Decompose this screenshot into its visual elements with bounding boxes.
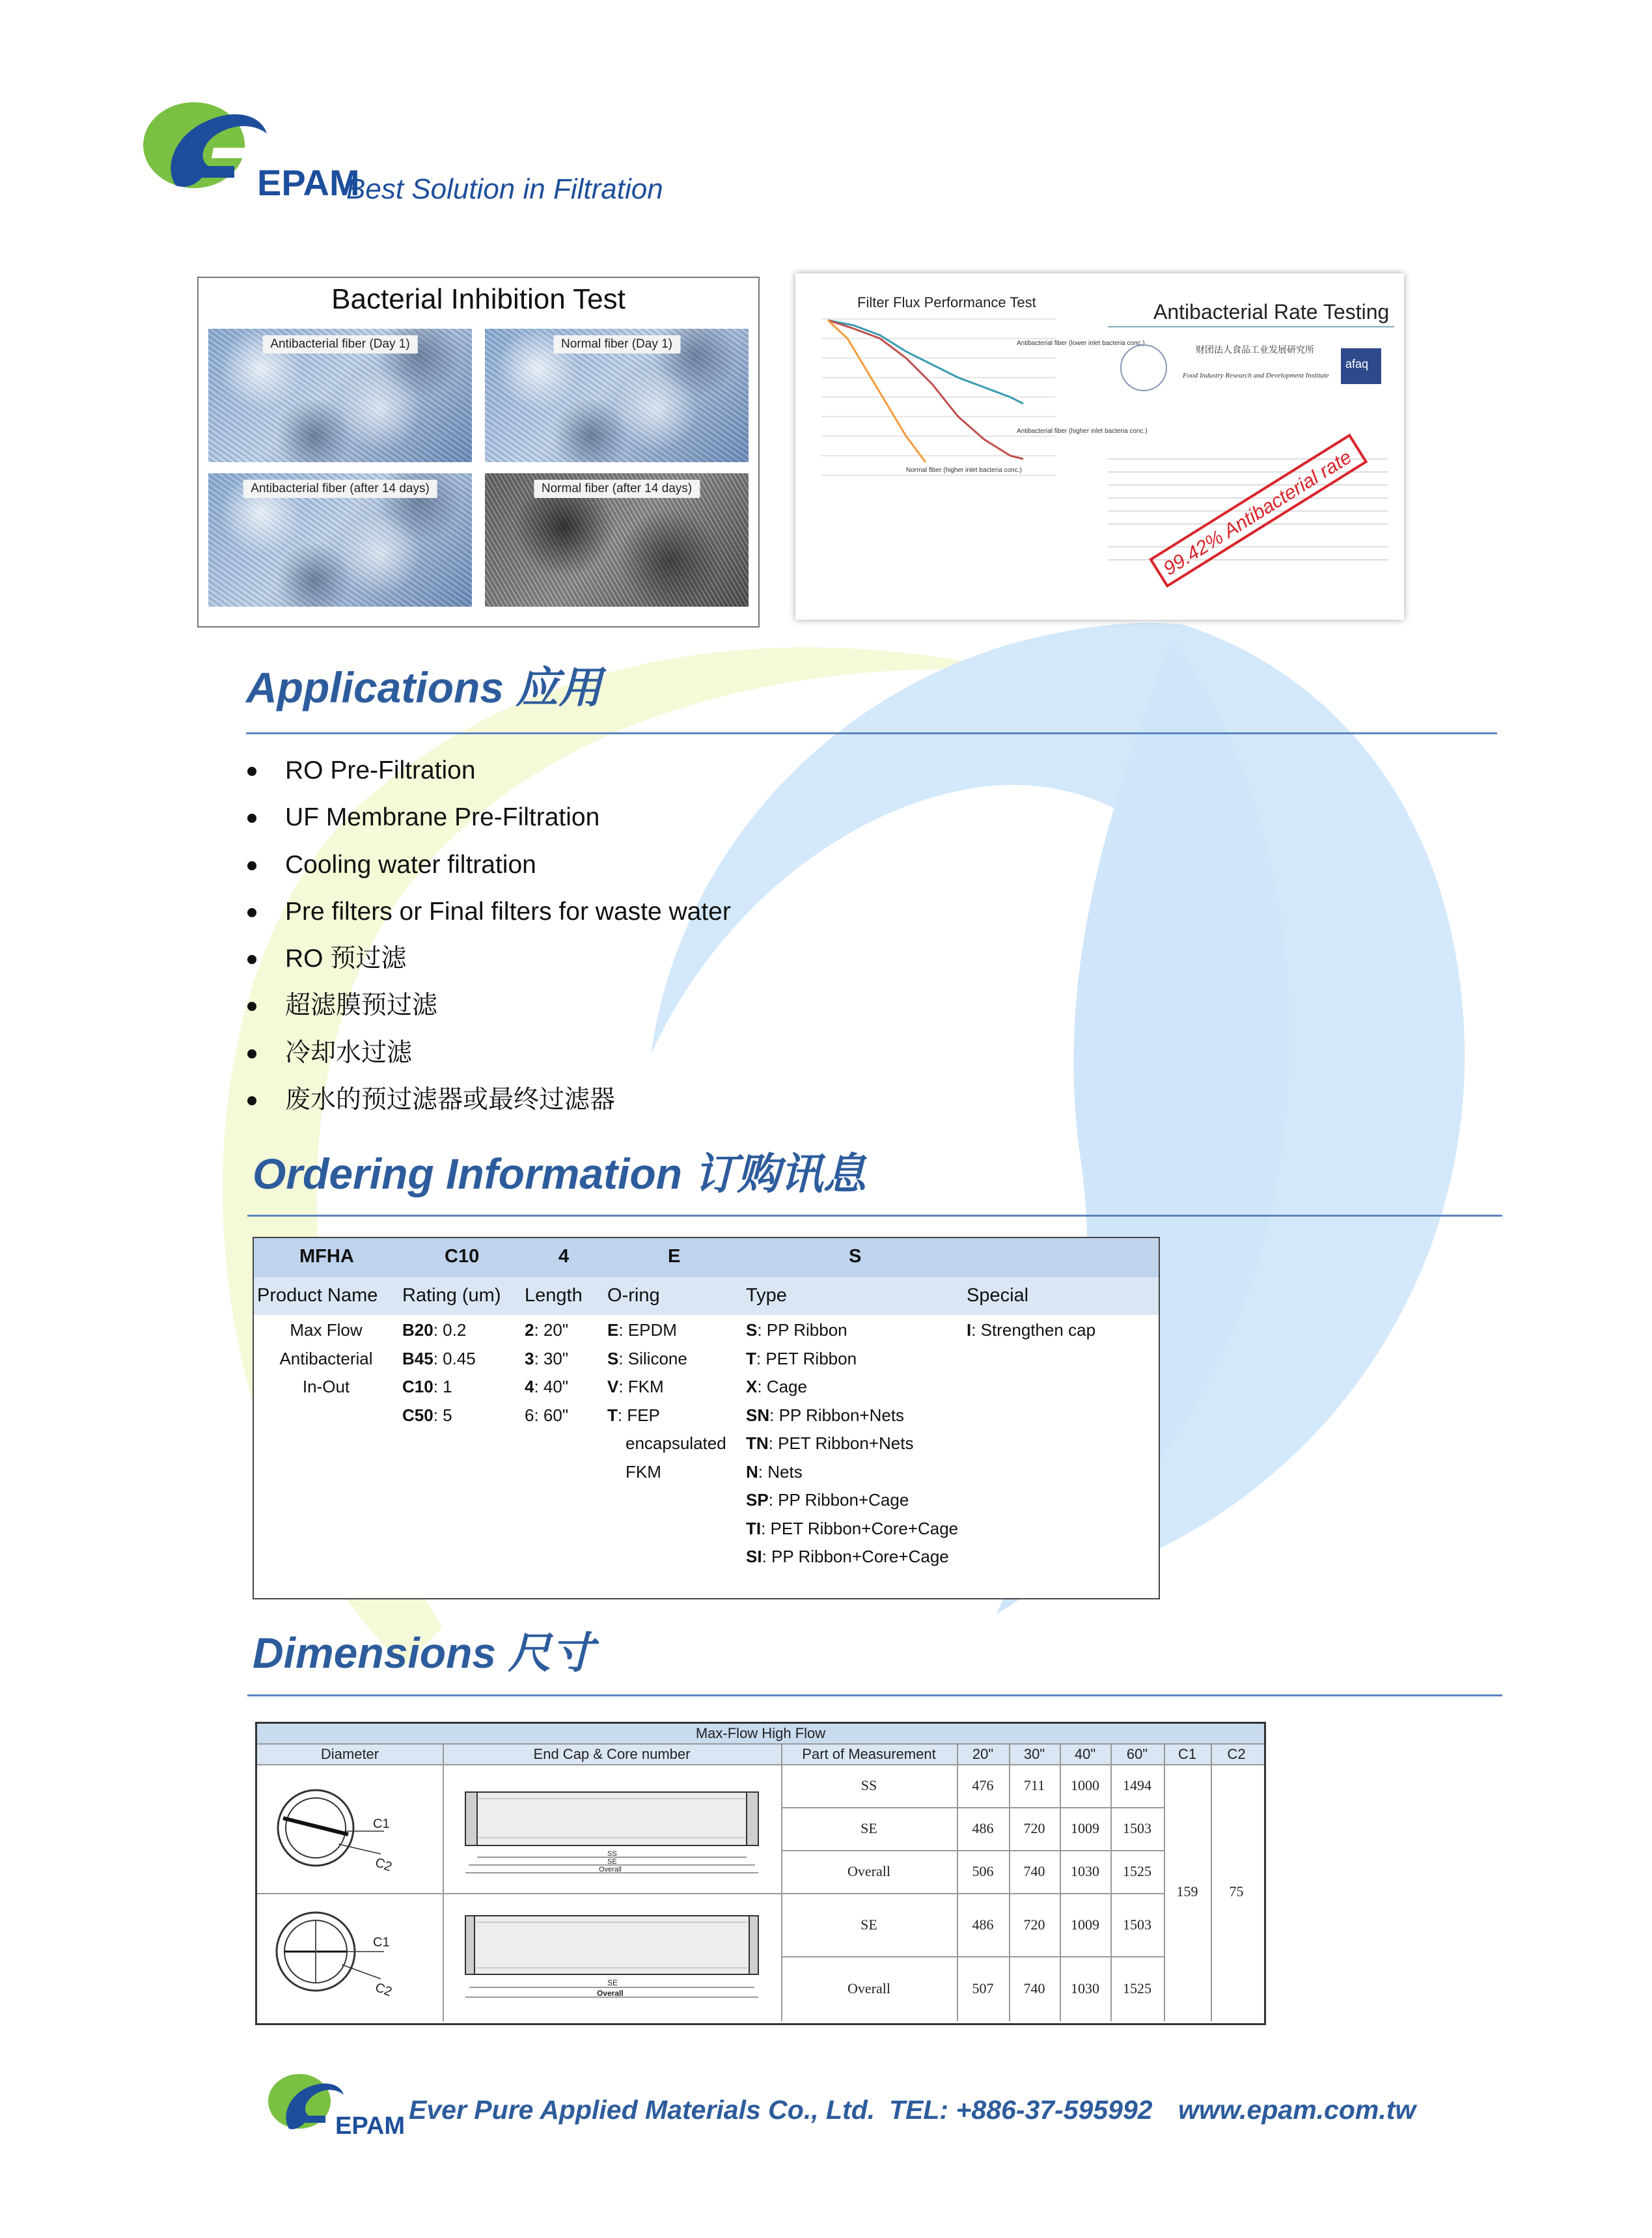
code-length: 4 [558, 1246, 570, 1267]
list-item: 废水的预过滤器或最终过滤器 [247, 1077, 731, 1124]
footer-website[interactable]: www.epam.com.tw [1178, 2095, 1416, 2125]
antibacterial-rate-stamp [1151, 435, 1366, 586]
rating-column: B20: 0.2 B45: 0.45 C10: 1 C50: 5 [402, 1320, 476, 1425]
logo-text: EPAM [257, 162, 360, 203]
photo-tile-normal-day1 [485, 329, 749, 462]
col-special: Special [967, 1285, 1029, 1306]
dim-col-endcap: End Cap & Core number [533, 1746, 691, 1762]
footer-brand: EPAM [335, 2112, 405, 2140]
dim-row-part: Overall [847, 1980, 890, 1996]
cartridge-diagram-2 [452, 1903, 771, 2017]
col-rating: Rating (um) [402, 1285, 501, 1306]
bullet-icon [247, 1096, 256, 1105]
dim-row-part: SS [860, 1777, 877, 1793]
col-length: Length [525, 1285, 583, 1306]
list-item: Pre filters or Final filters for waste water [247, 889, 731, 935]
ordering-code-row [254, 1238, 1159, 1277]
diameter-diagram-1 [270, 1782, 433, 1880]
flux-chart-title: Filter Flux Performance Test [857, 294, 1036, 311]
bacterial-test-title: Bacterial Inhibition Test [331, 283, 626, 315]
applications-heading: Applications 应用 [246, 663, 602, 711]
tagline: Best Solution in Filtration [346, 173, 663, 205]
col-product-name: Product Name [257, 1285, 378, 1306]
label-c2: C2 [373, 1855, 394, 1875]
flux-line-antibacterial [828, 320, 1023, 404]
product-name-column: Max Flow Antibacterial In-Out [279, 1320, 373, 1396]
footer-tel: TEL: +886-37-595992 [889, 2095, 1153, 2125]
flux-and-antibacterial-photo [795, 273, 1404, 620]
list-item: UF Membrane Pre-Filtration [247, 794, 731, 841]
code-type: S [849, 1246, 862, 1267]
label-c1: C1 [373, 1817, 390, 1831]
list-item: RO Pre-Filtration [247, 747, 731, 794]
cartridge-diagram-1 [452, 1773, 771, 1886]
tile-label: Normal fiber (Day 1) [553, 335, 680, 353]
col-type: Type [746, 1285, 787, 1306]
footer-company: Ever Pure Applied Materials Co., Ltd. [409, 2095, 875, 2125]
dim-c2-value: 75 [1229, 1883, 1244, 1900]
dim-col-c2: C2 [1227, 1746, 1246, 1762]
dim-table-title: Max-Flow High Flow [695, 1725, 826, 1741]
length-column: 2: 20" 3: 30" 4: 40" 6: 60" [525, 1320, 569, 1425]
dimensions-divider [247, 1694, 1502, 1696]
oring-column: E: EPDM S: Silicone V: FKM T: FEP encapsulated FKM [607, 1320, 726, 1482]
tile-label: Normal fiber (after 14 days) [534, 480, 700, 498]
dim-col-c1: C1 [1177, 1746, 1197, 1762]
tile-label: Antibacterial fiber (Day 1) [262, 335, 417, 353]
list-item: Cooling water filtration [247, 842, 731, 889]
dim-row-part: Overall [847, 1863, 890, 1879]
bacterial-inhibition-photo [197, 277, 760, 628]
flux-composite-graphic [795, 273, 1404, 620]
applications-divider [246, 732, 1497, 734]
flux-legend-normal: Normal fiber (higher inlet bacteria conc.) [906, 467, 1022, 474]
stamp-text: 99.42% Antibacterial rate [1159, 446, 1356, 580]
dim-col-60: 60" [1126, 1746, 1148, 1762]
bullet-icon [247, 1049, 256, 1058]
label-se: SE [607, 1858, 617, 1866]
photo-tile-antibacterial-14days [208, 473, 472, 607]
list-item: 冷却水过滤 [247, 1030, 731, 1077]
special-column: I: Strengthen cap [967, 1320, 1096, 1340]
ordering-table [253, 1237, 1160, 1599]
bullet-icon [247, 908, 256, 917]
dim-row-part: SE [860, 1820, 877, 1836]
label-c2: C2 [373, 1980, 394, 2000]
ordering-heading: Ordering Information 订购讯息 [253, 1150, 866, 1198]
epam-logo [137, 94, 360, 205]
dim-col-part: Part of Measurement [802, 1746, 936, 1762]
flux-legend-antibacterial: Antibacterial fiber (lower inlet bacteria conc.) [1017, 340, 1145, 347]
label-ss: SS [607, 1850, 617, 1858]
photo-tile-normal-14days [485, 473, 749, 607]
dim-col-20: 20" [972, 1746, 994, 1762]
dimensions-table: Max-Flow High Flow Diameter End Cap & Core number Part of Measurement 20" 30" 40" 60" C1 C2 C1 C2 C1 C2 SS SE Overall SE Overall SS 476 711 1000 1494 SE 486 720 1009 1503 Overall 506 740 1030 1525 SE 486 720 1009 1503 Overall 507 740 1030 1525 159 75 [255, 1722, 1266, 2025]
flux-line-normal [828, 320, 926, 462]
cert-org-name: 财团法人食品工业发展研究所 [1196, 345, 1314, 355]
cert-org-name-en: Food Industry Research and Development Institute [1183, 372, 1329, 380]
dim-col-40: 40" [1074, 1746, 1096, 1762]
ordering-divider [247, 1215, 1502, 1217]
afaq-badge-text: afaq [1345, 357, 1369, 370]
code-product: MFHA [299, 1246, 354, 1267]
dim-row-part: SE [860, 1916, 877, 1933]
tile-label: Antibacterial fiber (after 14 days) [243, 480, 437, 498]
code-rating: C10 [445, 1246, 480, 1267]
col-oring: O-ring [607, 1285, 660, 1306]
label-c1: C1 [373, 1935, 390, 1950]
photo-tile-antibacterial-day1 [208, 329, 472, 462]
list-item: RO 预过滤 [247, 935, 731, 982]
label-overall: Overall [597, 1989, 624, 1998]
list-item: 超滤膜预过滤 [247, 982, 731, 1029]
dimensions-heading: Dimensions 尺寸 [253, 1629, 594, 1677]
label-overall: Overall [599, 1866, 622, 1873]
bullet-icon [247, 1002, 256, 1011]
bullet-icon [247, 861, 256, 870]
label-se: SE [607, 1978, 618, 1987]
dim-col-30: 30" [1023, 1746, 1045, 1762]
bullet-icon [247, 814, 256, 823]
footer-epam-logo [267, 2069, 405, 2140]
code-oring: E [668, 1246, 681, 1267]
flux-legend-antibacterial-high: Antibacterial fiber (higher inlet bacteria conc.) [1017, 428, 1148, 435]
cert-seal-icon [1121, 345, 1166, 391]
applications-list [247, 747, 731, 1124]
flux-line-antibacterial-high [828, 320, 1023, 459]
diameter-diagram-2 [270, 1900, 433, 2010]
bullet-icon [247, 767, 256, 776]
type-column: S: PP Ribbon T: PET Ribbon X: Cage SN: PP Ribbon+Nets TN: PET Ribbon+Nets N: Nets SP: PP Ribbon+Cage TI: PET Ribbon+Core+Cage SI: PP Ribbon+Core+Cage [746, 1320, 959, 1566]
dim-col-diameter: Diameter [320, 1746, 379, 1762]
dim-c1-value: 159 [1176, 1883, 1198, 1900]
bullet-icon [247, 955, 256, 964]
cert-title: Antibacterial Rate Testing [1153, 300, 1390, 324]
